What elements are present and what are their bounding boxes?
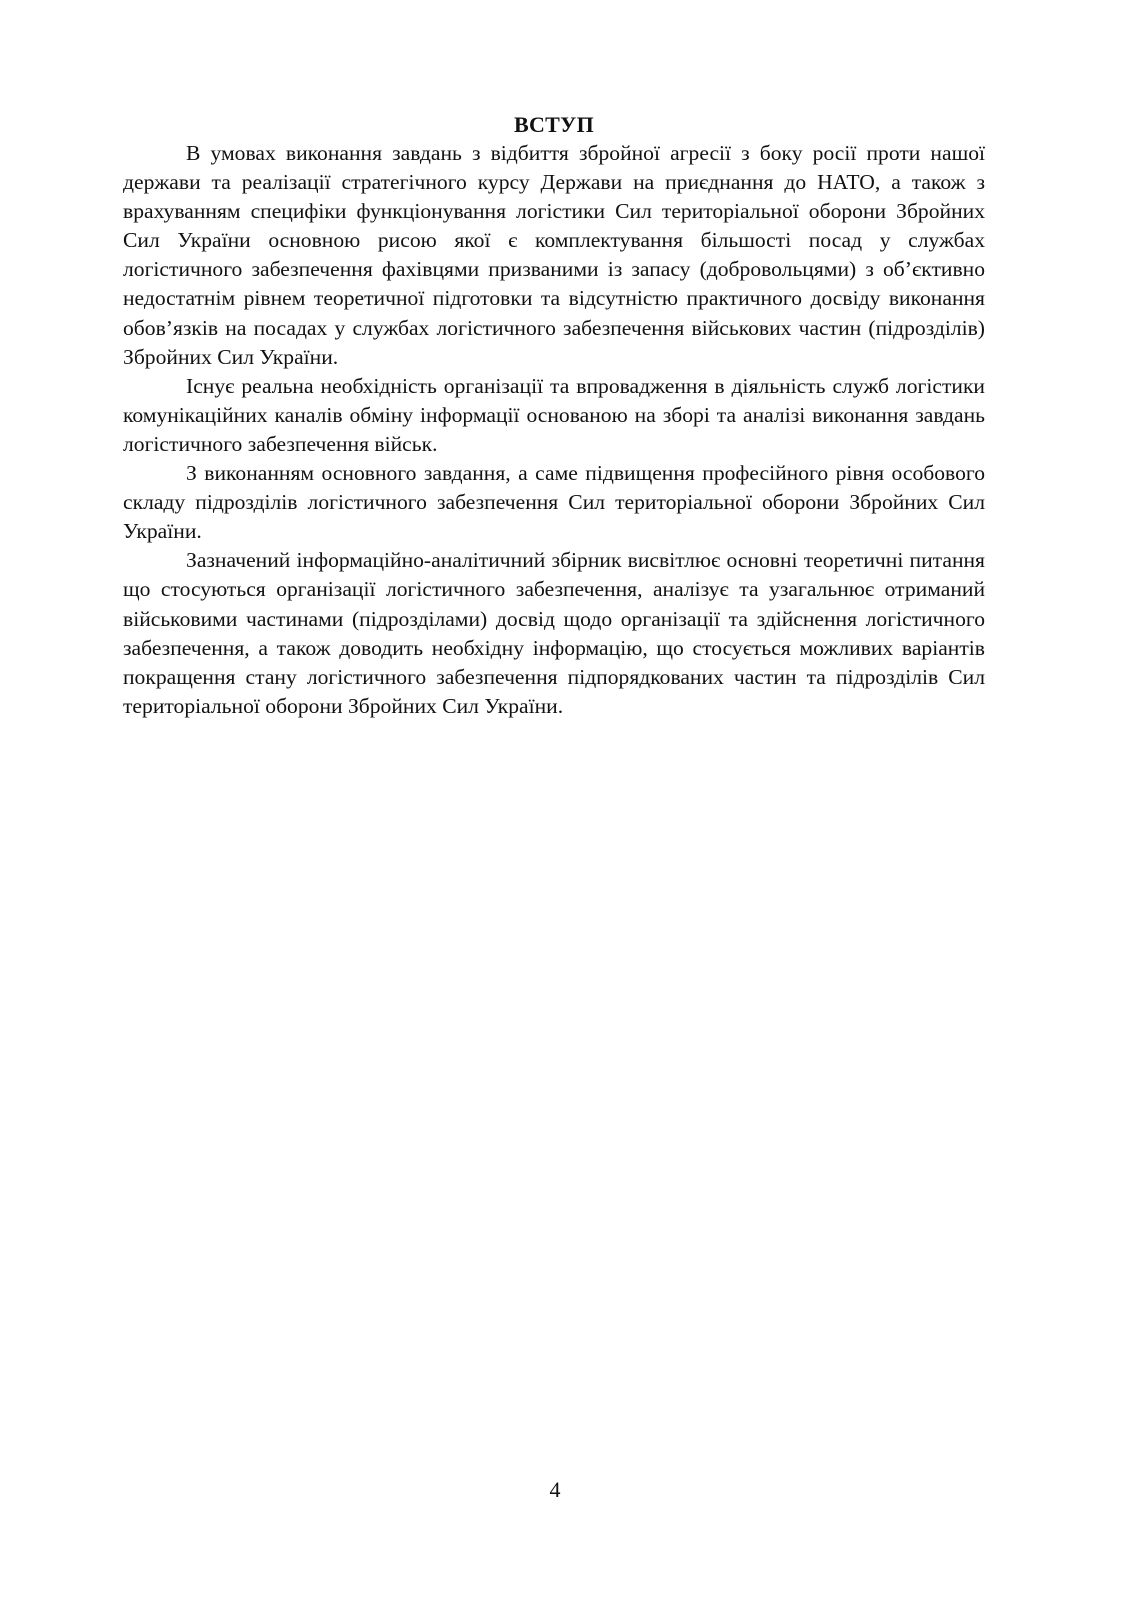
paragraph-2: Існує реальна необхідність організації та впровадження в діяльність служб логістики комунікаційних каналів обміну інформації основаною на зборі та аналізі виконання завдань логістичного забезпечення військ. [123,373,985,456]
page-number: 4 [549,1477,561,1502]
section-title: ВСТУП [514,112,594,137]
paragraph-3: З виконанням основного завдання, а саме підвищення професійного рівня особового складу підрозділів логістичного забезпечення Сил територіальної оборони Збройних Сил України. [123,461,985,544]
page-content [123,110,985,721]
paragraph-1: В умовах виконання завдань з відбиття збройної агресії з боку росії проти нашої держави та реалізації стратегічного курсу Держави на приєднання до НАТО, а також з врахуванням специфіки функціонування логістики Сил територіальної оборони Збройних Сил України основною рисою якої є комплектування більшості посад у службах логістичного забезпечення фахівцями призваними із запасу (добровольцями) з об’єктивно недостатнім рівнем теоретичної підготовки та відсутністю практичного досвіду виконання обов’язків на посадах у службах логістичного забезпечення військових частин (підрозділів) Збройних Сил України. [123,141,985,369]
paragraph-4: Зазначений інформаційно-аналітичний збірник висвітлює основні теоретичні питання що стосуються організації логістичного забезпечення, аналізує та узагальнює отриманий військовими частинами (підрозділами) досвід щодо організації та здійснення логістичного забезпечення, а також доводить необхідну інформацію, що стосується можливих варіантів покращення стану логістичного забезпечення підпорядкованих частин та підрозділів Сил територіальної оборони Збройних Сил України. [123,548,985,718]
